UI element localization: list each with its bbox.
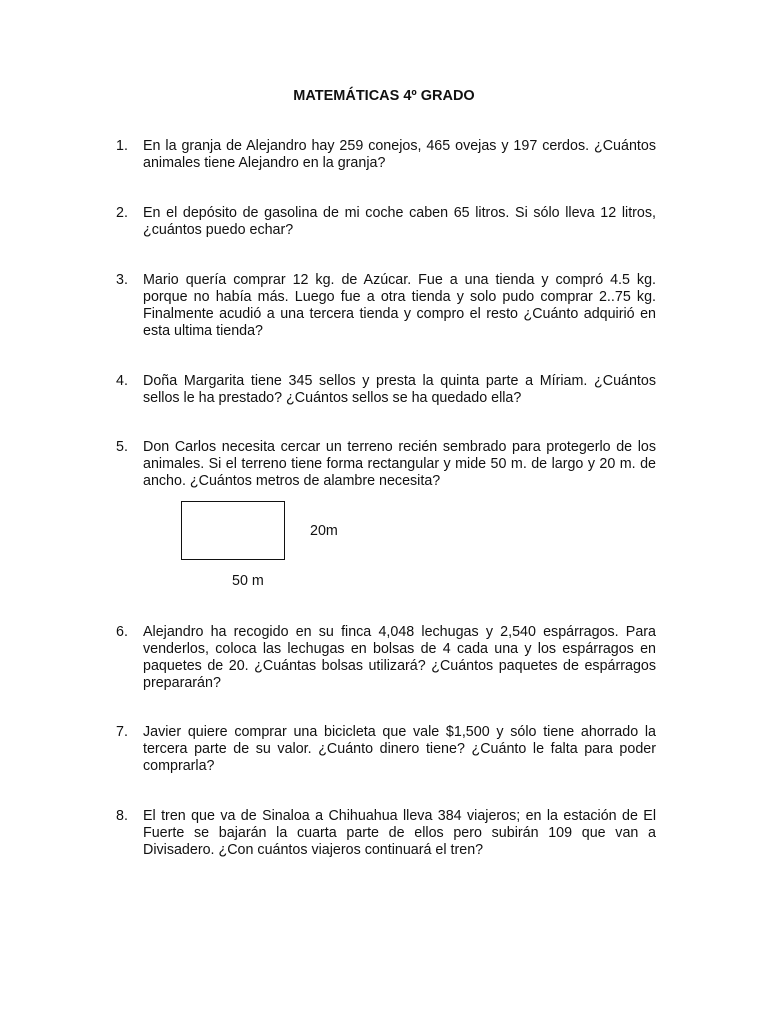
problem-4 bbox=[116, 373, 656, 407]
problem-3 bbox=[116, 272, 656, 340]
problem-number: 1. bbox=[116, 138, 128, 154]
length-label: 50 m bbox=[232, 573, 264, 589]
page-title: MATEMÁTICAS 4º GRADO bbox=[293, 88, 475, 104]
problem-text: Doña Margarita tiene 345 sellos y presta la quinta parte a Míriam. ¿Cuántos sellos le ha prestado? ¿Cuántos sellos se ha quedado ella? bbox=[143, 373, 656, 406]
width-label: 20m bbox=[310, 523, 338, 539]
problem-1 bbox=[116, 138, 656, 172]
problem-2 bbox=[116, 205, 656, 239]
problem-8 bbox=[116, 808, 656, 859]
problem-text: Don Carlos necesita cercar un terreno recién sembrado para protegerlo de los animales. Si el terreno tiene forma rectangular y mide 50 m. de largo y 20 m. de ancho. ¿Cuántos metros de alambre necesita? bbox=[143, 439, 656, 489]
problem-6 bbox=[116, 624, 656, 692]
problem-5 bbox=[116, 439, 656, 490]
problem-text: Javier quiere comprar una bicicleta que vale $1,500 y sólo tiene ahorrado la tercera parte de su valor. ¿Cuánto dinero tiene? ¿Cuánto le falta para poder comprarla? bbox=[143, 724, 656, 774]
problem-number: 2. bbox=[116, 205, 128, 221]
problem-text: Alejandro ha recogido en su finca 4,048 lechugas y 2,540 espárragos. Para venderlos, coloca las lechugas en bolsas de 4 cada una y los espárragos en paquetes de 20. ¿Cuántas bolsas utilizará? ¿Cuántos paquetes de espárragos prepararán? bbox=[143, 624, 656, 691]
problem-text: En el depósito de gasolina de mi coche caben 65 litros. Si sólo lleva 12 litros, ¿cuántos puedo echar? bbox=[143, 205, 656, 238]
problem-number: 8. bbox=[116, 808, 128, 824]
problem-text: Mario quería comprar 12 kg. de Azúcar. Fue a una tienda y compró 4.5 kg. porque no había más. Luego fue a otra tienda y solo pudo comprar 2..75 kg. Finalmente acudió a una tercera tienda y compro el resto ¿Cuánto adquirió en esta ultima tienda? bbox=[143, 272, 656, 339]
problem-7 bbox=[116, 724, 656, 775]
problem-text: En la granja de Alejandro hay 259 conejos, 465 ovejas y 197 cerdos. ¿Cuántos animales tiene Alejandro en la granja? bbox=[143, 138, 656, 171]
problem-number: 4. bbox=[116, 373, 128, 389]
terrain-rectangle bbox=[181, 501, 285, 560]
problem-number: 6. bbox=[116, 624, 128, 640]
problem-number: 3. bbox=[116, 272, 128, 288]
problem-number: 5. bbox=[116, 439, 128, 455]
problem-text: El tren que va de Sinaloa a Chihuahua lleva 384 viajeros; en la estación de El Fuerte se bajarán la cuarta parte de ellos pero subirán 109 que van a Divisadero. ¿Con cuántos viajeros continuará el tren? bbox=[143, 808, 656, 858]
problem-number: 7. bbox=[116, 724, 128, 740]
